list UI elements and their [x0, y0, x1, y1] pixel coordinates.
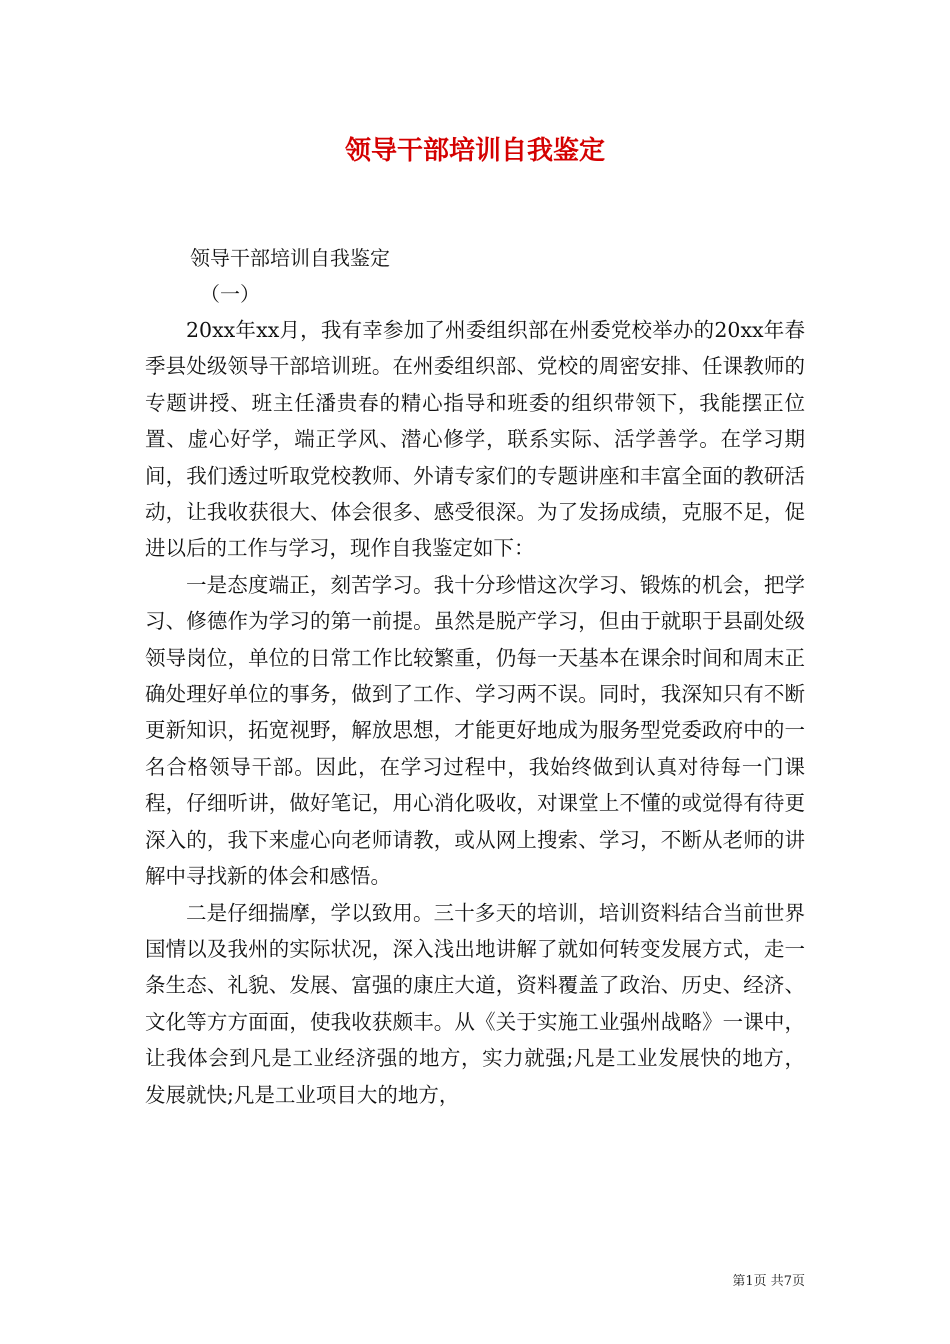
- paragraph: 一是态度端正，刻苦学习。我十分珍惜这次学习、锻炼的机会，把学习、修德作为学习的第一前提。虽然是脱产学习，但由于就职于县副处级领导岗位，单位的日常工作比较繁重，仍每一天基本在课余时间和周末正确处理好单位的事务，做到了工作、学习两不误。同时，我深知只有不断更新知识，拓宽视野，解放思想，才能更好地成为服务型党委政府中的一名合格领导干部。因此，在学习过程中，我始终做到认真对待每一门课程，仔细听讲，做好笔记，用心消化吸收，对课堂上不懂的或觉得有待更深入的，我下来虚心向老师请教，或从网上搜索、学习，不断从老师的讲解中寻找新的体会和感悟。: [145, 572, 805, 889]
- paragraph: 二是仔细揣摩，学以致用。三十多天的培训，培训资料结合当前世界国情以及我州的实际状况，深入浅出地讲解了就如何转变发展方式，走一条生态、礼貌、发展、富强的康庄大道，资料覆盖了政治、历史、经济、文化等方方面面，使我收获颇丰。从《关于实施工业强州战略》一课中，让我体会到凡是工业经济强的地方，实力就强;凡是工业发展快的地方，发展就快;凡是工业项目大的地方，: [145, 900, 805, 1107]
- document-subheading: 领导干部培训自我鉴定: [190, 246, 390, 270]
- section-mark: （一）: [200, 282, 260, 306]
- page-number-footer: 第1页 共7页: [732, 1274, 805, 1289]
- document-title: 领导干部培训自我鉴定: [344, 136, 605, 166]
- paragraph: 20xx年xx月，我有幸参加了州委组织部在州委党校举办的20xx年春季县处级领导干部培训班。在州委组织部、党校的周密安排、任课教师的专题讲授、班主任潘贵春的精心指导和班委的组织带领下，我能摆正位置、虚心好学，端正学风、潜心修学，联系实际、活学善学。在学习期间，我们透过听取党校教师、外请专家们的专题讲座和丰富全面的教研活动，让我收获很大、体会很多、感受很深。为了发扬成绩，克服不足，促进以后的工作与学习，现作自我鉴定如下：: [145, 318, 805, 561]
- document-body: [145, 312, 805, 1113]
